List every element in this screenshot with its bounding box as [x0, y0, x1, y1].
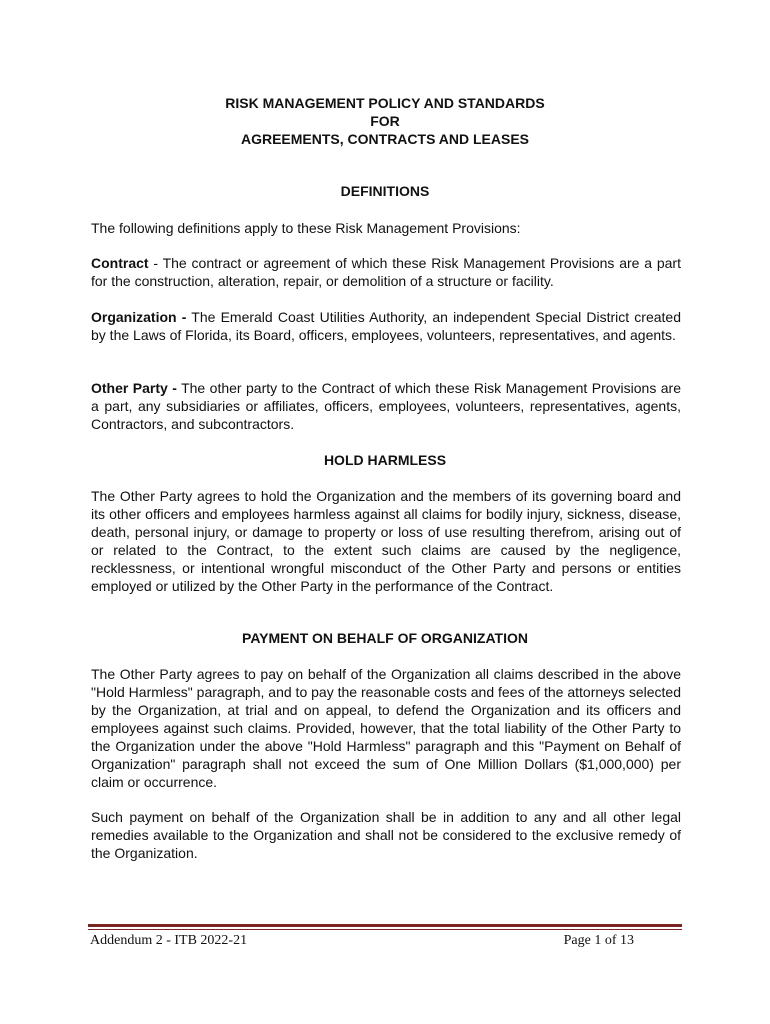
definition-other-party — [91, 379, 681, 433]
footer-page-number: Page 1 of 13 — [563, 933, 634, 948]
title-line-3: AGREEMENTS, CONTRACTS AND LEASES — [240, 131, 530, 147]
document-title — [0, 94, 770, 148]
payment-heading: PAYMENT ON BEHALF OF ORGANIZATION — [242, 630, 528, 646]
footer-rule-thin — [88, 929, 682, 930]
definitions-intro: The following definitions apply to these Risk Management Provisions: — [91, 220, 521, 236]
definition-term: Contract — [91, 255, 149, 271]
hold-harmless-paragraph: The Other Party agrees to hold the Organization and the members of its governing board and its other officers and employees harmless against all claims for bodily injury, sickness, disease, death, personal injury, or damage to property or loss of use resulting therefrom, arising out of or related to the Contract, to the extent such claims are caused by the negligence, recklessness, or intentional wrongful misconduct of the Other Party and persons or entities employed or utilized by the Other Party in the performance of the Contract. — [91, 488, 681, 594]
title-line-1: RISK MANAGEMENT POLICY AND STANDARDS — [225, 95, 545, 111]
definition-organization — [91, 308, 681, 344]
definition-separator: - — [148, 255, 163, 271]
footer-document-id: Addendum 2 - ITB 2022-21 — [90, 933, 248, 948]
definition-text: The contract or agreement of which these Risk Management Provisions are a part for the construction, alteration, repair, or demolition of a structure or facility. — [91, 255, 681, 289]
definition-text: The Emerald Coast Utilities Authority, an independent Special District created by the Laws of Florida, its Board, officers, employees, volunteers, representatives, and agents. — [91, 309, 681, 343]
hold-harmless-heading: HOLD HARMLESS — [323, 452, 447, 468]
definition-term: Other Party - — [91, 380, 177, 396]
footer-rule — [88, 924, 682, 930]
footer-rule-thick — [88, 924, 682, 927]
definitions-heading: DEFINITIONS — [340, 183, 430, 199]
definition-text: The other party to the Contract of which these Risk Management Provisions are a part, any subsidiaries or affiliates, officers, employees, volunteers, representatives, agents, Contractors, and subcontractors. — [91, 380, 681, 432]
definition-term: Organization - — [91, 309, 187, 325]
payment-paragraph-2: Such payment on behalf of the Organization shall be in addition to any and all other legal remedies available to the Organization and shall not be considered to the exclusive remedy of the Organization. — [91, 809, 681, 861]
title-line-2: FOR — [370, 113, 400, 129]
definition-contract — [91, 254, 681, 290]
payment-paragraph-1: The Other Party agrees to pay on behalf of the Organization all claims described in the above "Hold Harmless" paragraph, and to pay the reasonable costs and fees of the attorneys selected by the Organization, at trial and on appeal, to defend the Organization and its officers and employees against such claims. Provided, however, that the total liability of the Other Party to the Organization under the above "Hold Harmless" paragraph and this "Payment on Behalf of Organization" paragraph shall not exceed the sum of One Million Dollars ($1,000,000) per claim or occurrence. — [91, 666, 681, 790]
